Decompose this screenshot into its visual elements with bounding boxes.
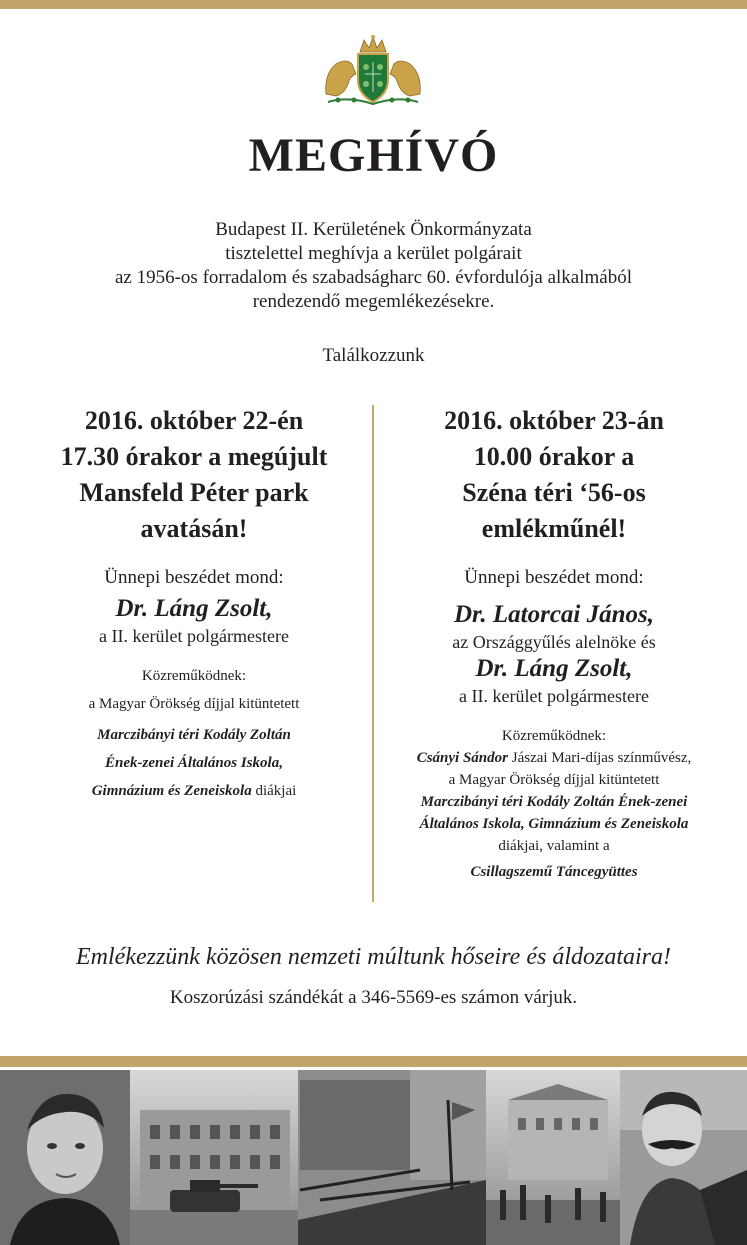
date-line: Mansfeld Péter park: [79, 478, 309, 507]
school-suffix: diákjai: [251, 783, 297, 799]
date-line: 2016. október 22-én: [84, 406, 304, 435]
date-line: 17.30 órakor a megújult: [60, 442, 328, 471]
intro-line: Budapest II. Kerületének Önkormányzata: [215, 219, 532, 240]
school-name-line: Általános Iskola, Gimnázium és Zeneiskola: [419, 816, 689, 832]
intro-line: tisztelettel meghívja a kerület polgárait: [225, 243, 522, 264]
contributors-label: Közreműködnek:: [501, 728, 607, 744]
meet-heading: Találkozzunk: [322, 345, 425, 366]
date-line: 10.00 órakor a: [473, 442, 635, 471]
historical-photo-strip: [0, 1070, 747, 1245]
photo-tank-street: [130, 1070, 298, 1245]
photo-portrait-boy: [0, 1070, 130, 1245]
school-name-text: Gimnázium és Zeneiskola: [91, 783, 252, 799]
closing-slogan: Emlékezzünk közösen nemzeti múltunk hőseire és áldozataira!: [76, 944, 671, 970]
speech-label: Ünnepi beszédet mond:: [464, 567, 644, 588]
speaker-role: az Országgyűlés alelnöke és: [452, 632, 656, 652]
wreath-notice: Koszorúzási szándékát a 346-5569-es számon várjuk.: [169, 987, 578, 1008]
school-name-line: Marczibányi téri Kodály Zoltán: [97, 727, 291, 743]
photo-barricade: [298, 1070, 486, 1245]
page-title: MEGHÍVÓ: [248, 129, 499, 182]
date-line: Széna téri ‘56-os: [462, 478, 646, 507]
actor-name: Csányi Sándor: [416, 750, 508, 766]
speaker-role: a II. kerület polgármestere: [459, 686, 649, 706]
date-line: emlékműnél!: [481, 514, 627, 543]
speaker-role: a II. kerület polgármestere: [99, 626, 289, 646]
photo-portrait-man: [620, 1070, 747, 1245]
event-left-column: [18, 403, 370, 805]
ensemble-name: Csillagszemű Táncegyüttes: [470, 864, 638, 880]
intro-line: rendezendő megemlékezésekre.: [252, 291, 495, 312]
photo-square-crowd: [486, 1070, 620, 1245]
column-divider: [372, 405, 374, 902]
event-right-column: [378, 403, 730, 883]
school-suffix: diákjai, valamint a: [498, 838, 610, 854]
actor-role: Jászai Mari-díjas színművész,: [508, 750, 692, 766]
intro-text: [0, 218, 747, 314]
contributors-line: a Magyar Örökség díjjal kitüntetett: [88, 696, 300, 712]
intro-line: az 1956-os forradalom és szabadságharc 60. évfordulója alkalmából: [114, 267, 633, 288]
speech-label: Ünnepi beszédet mond:: [104, 567, 284, 588]
contributors-label: Közreműködnek:: [141, 668, 247, 684]
contributors-line: a Magyar Örökség díjjal kitüntetett: [448, 772, 660, 788]
speaker-name: Dr. Láng Zsolt,: [115, 595, 273, 622]
date-line: avatásán!: [140, 514, 248, 543]
date-line: 2016. október 23-án: [444, 406, 664, 435]
coat-of-arms-emblem: [318, 34, 428, 108]
contributors-line: [378, 747, 730, 769]
bottom-gold-bar: [0, 1056, 747, 1067]
school-name-line: [18, 777, 370, 805]
event-date-heading: [378, 403, 730, 547]
event-date-heading: [18, 403, 370, 547]
speaker-name: Dr. Latorcai János,: [453, 601, 655, 628]
top-gold-bar: [0, 0, 747, 9]
school-name-line: Marczibányi téri Kodály Zoltán Ének-zenei: [420, 794, 688, 810]
school-name-line: Ének-zenei Általános Iskola,: [105, 755, 283, 771]
speaker-name: Dr. Láng Zsolt,: [475, 655, 633, 682]
